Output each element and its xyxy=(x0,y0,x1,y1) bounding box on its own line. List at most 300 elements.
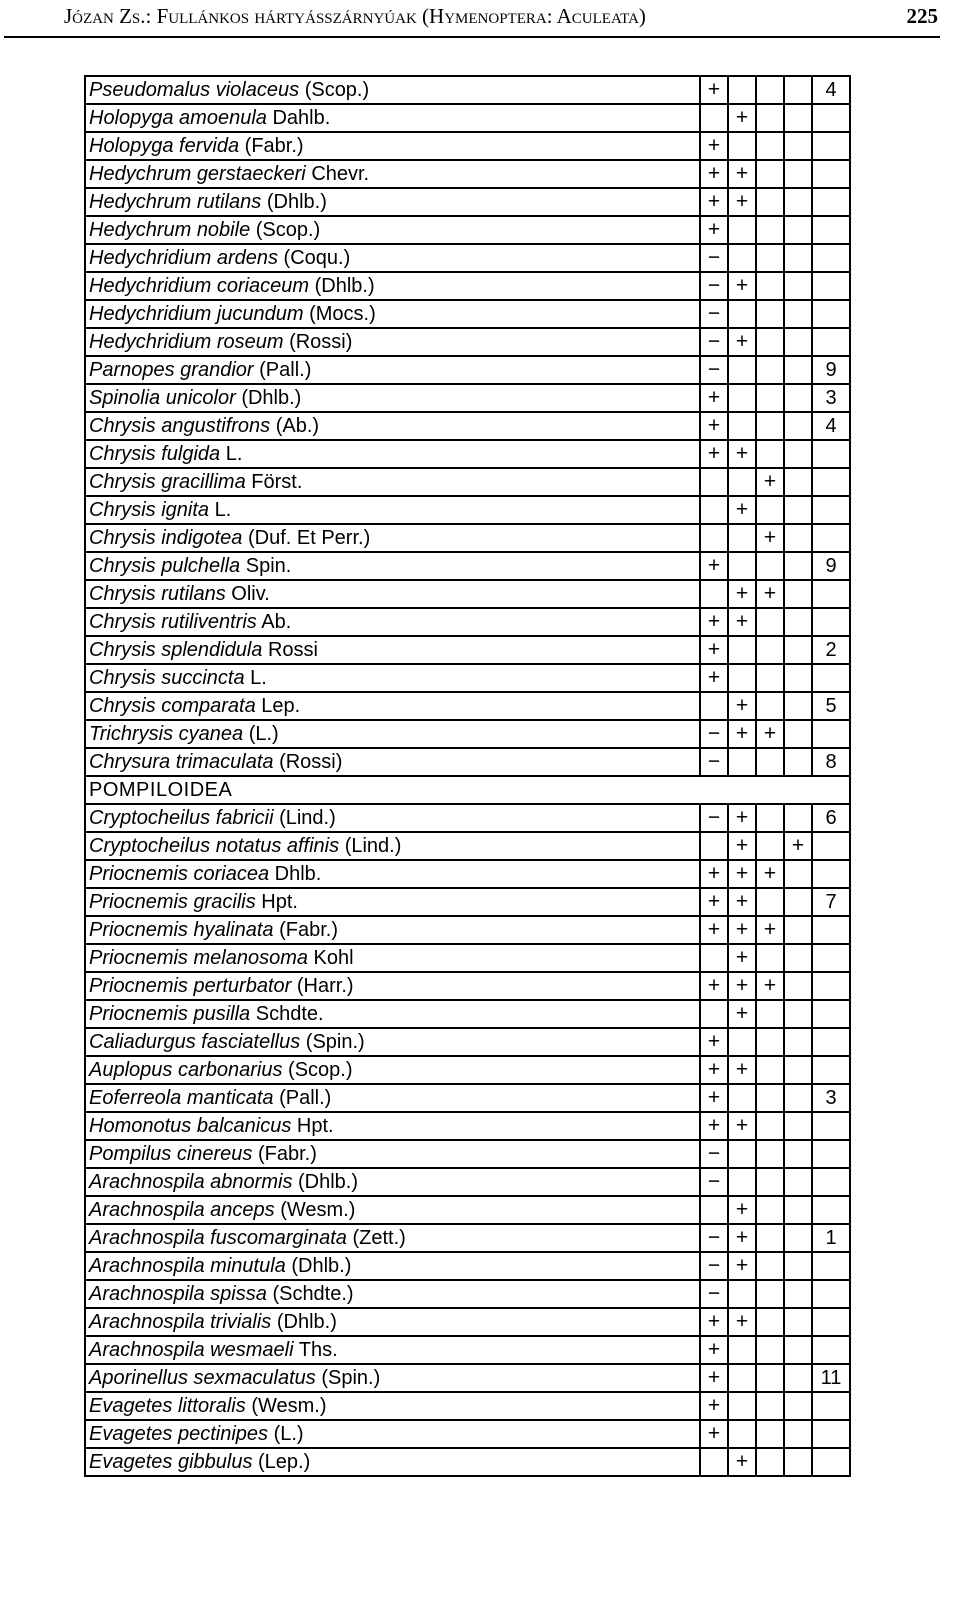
table-row xyxy=(85,944,850,972)
count-cell: 2 xyxy=(812,636,850,664)
occurrence-cell-c3 xyxy=(756,1280,784,1308)
occurrence-cell-c1: + xyxy=(700,888,728,916)
occurrence-cell-c2: + xyxy=(728,888,756,916)
species-name: Chrysis indigotea xyxy=(89,527,243,549)
occurrence-cell-c2: + xyxy=(728,720,756,748)
count-cell xyxy=(812,440,850,468)
occurrence-cell-c1: − xyxy=(700,1224,728,1252)
species-author: Hpt. xyxy=(261,891,298,913)
count-cell xyxy=(812,1112,850,1140)
occurrence-cell-c3 xyxy=(756,692,784,720)
species-cell xyxy=(85,272,700,300)
occurrence-cell-c1: + xyxy=(700,160,728,188)
table-row xyxy=(85,1000,850,1028)
occurrence-cell-c2: + xyxy=(728,188,756,216)
occurrence-cell-c3 xyxy=(756,1000,784,1028)
species-name: Aporinellus sexmaculatus xyxy=(89,1367,316,1389)
table-row xyxy=(85,104,850,132)
species-cell xyxy=(85,636,700,664)
count-cell: 11 xyxy=(812,1364,850,1392)
occurrence-cell-c3 xyxy=(756,300,784,328)
occurrence-cell-c3 xyxy=(756,636,784,664)
page-header xyxy=(4,4,940,38)
occurrence-cell-c2 xyxy=(728,384,756,412)
occurrence-cell-c4 xyxy=(784,1112,812,1140)
species-author: Först. xyxy=(251,471,303,493)
occurrence-cell-c4 xyxy=(784,244,812,272)
occurrence-cell-c1 xyxy=(700,1448,728,1476)
table-row xyxy=(85,468,850,496)
occurrence-cell-c1: + xyxy=(700,636,728,664)
species-cell xyxy=(85,1196,700,1224)
table-row xyxy=(85,524,850,552)
occurrence-cell-c4 xyxy=(784,440,812,468)
running-head: Józan Zs.: Fullánkos hártyásszárnyúak (Hymenoptera: Aculeata) xyxy=(64,4,646,28)
count-cell xyxy=(812,300,850,328)
species-author: Rossi xyxy=(267,639,318,661)
occurrence-cell-c2: + xyxy=(728,608,756,636)
species-cell xyxy=(85,832,700,860)
occurrence-cell-c3: + xyxy=(756,580,784,608)
occurrence-cell-c3 xyxy=(756,1140,784,1168)
occurrence-cell-c2: + xyxy=(728,1308,756,1336)
table-row xyxy=(85,1364,850,1392)
species-table xyxy=(84,75,851,1477)
species-name: Hedychridium coriaceum xyxy=(89,275,310,297)
count-cell xyxy=(812,524,850,552)
count-cell xyxy=(812,1420,850,1448)
species-cell xyxy=(85,160,700,188)
occurrence-cell-c2 xyxy=(728,1168,756,1196)
species-author: (Wesm.) xyxy=(280,1199,356,1221)
occurrence-cell-c1: + xyxy=(700,216,728,244)
table-row xyxy=(85,440,850,468)
occurrence-cell-c2 xyxy=(728,1392,756,1420)
species-name: Priocnemis pusilla xyxy=(89,1003,251,1025)
page-number: 225 xyxy=(906,4,938,28)
occurrence-cell-c4 xyxy=(784,272,812,300)
table-row xyxy=(85,1028,850,1056)
species-name: Pompilus cinereus xyxy=(89,1143,253,1165)
occurrence-cell-c4 xyxy=(784,1420,812,1448)
occurrence-cell-c1: + xyxy=(700,132,728,160)
count-cell: 3 xyxy=(812,1084,850,1112)
table-row xyxy=(85,636,850,664)
occurrence-cell-c4 xyxy=(784,328,812,356)
occurrence-cell-c1 xyxy=(700,692,728,720)
table-row xyxy=(85,1336,850,1364)
species-cell xyxy=(85,1420,700,1448)
table-row xyxy=(85,1084,850,1112)
occurrence-cell-c1: − xyxy=(700,720,728,748)
species-name: Hedychrum rutilans xyxy=(89,191,262,213)
species-author: (Lep.) xyxy=(258,1451,311,1473)
occurrence-cell-c2 xyxy=(728,216,756,244)
species-cell xyxy=(85,440,700,468)
occurrence-cell-c4 xyxy=(784,104,812,132)
species-author: L. xyxy=(214,499,232,521)
occurrence-cell-c4 xyxy=(784,1224,812,1252)
occurrence-cell-c2 xyxy=(728,636,756,664)
occurrence-cell-c2 xyxy=(728,1420,756,1448)
occurrence-cell-c1: + xyxy=(700,664,728,692)
occurrence-cell-c1: + xyxy=(700,440,728,468)
table-row xyxy=(85,132,850,160)
occurrence-cell-c3 xyxy=(756,1392,784,1420)
occurrence-cell-c4 xyxy=(784,1280,812,1308)
count-cell xyxy=(812,1168,850,1196)
table-row xyxy=(85,832,850,860)
species-author: L. xyxy=(225,443,243,465)
occurrence-cell-c4 xyxy=(784,1364,812,1392)
species-name: Chrysis splendidula xyxy=(89,639,263,661)
occurrence-cell-c3 xyxy=(756,1168,784,1196)
occurrence-cell-c2: + xyxy=(728,692,756,720)
occurrence-cell-c4 xyxy=(784,1336,812,1364)
species-cell xyxy=(85,1112,700,1140)
table-row xyxy=(85,608,850,636)
occurrence-cell-c3 xyxy=(756,1308,784,1336)
species-name: Evagetes gibbulus xyxy=(89,1451,253,1473)
species-cell xyxy=(85,1392,700,1420)
occurrence-cell-c1 xyxy=(700,1000,728,1028)
species-author: (Scop.) xyxy=(288,1059,353,1081)
occurrence-cell-c1: − xyxy=(700,1168,728,1196)
table-row xyxy=(85,1140,850,1168)
species-author: (L.) xyxy=(248,723,279,745)
species-cell xyxy=(85,524,700,552)
species-cell xyxy=(85,552,700,580)
count-cell: 9 xyxy=(812,552,850,580)
occurrence-cell-c2 xyxy=(728,356,756,384)
species-author: (Lind.) xyxy=(344,835,402,857)
occurrence-cell-c3: + xyxy=(756,468,784,496)
species-author: (Harr.) xyxy=(296,975,354,997)
count-cell xyxy=(812,1140,850,1168)
species-author: (Lind.) xyxy=(279,807,336,829)
occurrence-cell-c3: + xyxy=(756,720,784,748)
occurrence-cell-c3 xyxy=(756,440,784,468)
table-row xyxy=(85,972,850,1000)
species-cell xyxy=(85,944,700,972)
count-cell xyxy=(812,1028,850,1056)
occurrence-cell-c1 xyxy=(700,104,728,132)
occurrence-cell-c2: + xyxy=(728,860,756,888)
species-name: Holopyga amoenula xyxy=(89,107,267,129)
count-cell xyxy=(812,1196,850,1224)
table-row xyxy=(85,1168,850,1196)
occurrence-cell-c4 xyxy=(784,692,812,720)
count-cell xyxy=(812,468,850,496)
occurrence-cell-c3 xyxy=(756,356,784,384)
occurrence-cell-c2 xyxy=(728,552,756,580)
occurrence-cell-c2: + xyxy=(728,832,756,860)
species-cell xyxy=(85,1252,700,1280)
occurrence-cell-c4 xyxy=(784,552,812,580)
species-name: Chrysis comparata xyxy=(89,695,256,717)
occurrence-cell-c3 xyxy=(756,1028,784,1056)
occurrence-cell-c2: + xyxy=(728,1196,756,1224)
species-author: (L.) xyxy=(273,1423,304,1445)
species-author: (Spin.) xyxy=(305,1031,365,1053)
species-author: (Zett.) xyxy=(352,1227,406,1249)
occurrence-cell-c1: − xyxy=(700,1252,728,1280)
table-row xyxy=(85,188,850,216)
group-header-row xyxy=(85,776,850,804)
count-cell: 9 xyxy=(812,356,850,384)
count-cell xyxy=(812,216,850,244)
table-row xyxy=(85,160,850,188)
occurrence-cell-c2 xyxy=(728,748,756,776)
species-cell xyxy=(85,356,700,384)
species-name: Evagetes pectinipes xyxy=(89,1423,269,1445)
occurrence-cell-c3 xyxy=(756,216,784,244)
count-cell xyxy=(812,244,850,272)
occurrence-cell-c2 xyxy=(728,1084,756,1112)
count-cell xyxy=(812,972,850,1000)
count-cell xyxy=(812,1392,850,1420)
species-cell xyxy=(85,748,700,776)
occurrence-cell-c2: + xyxy=(728,916,756,944)
count-cell: 8 xyxy=(812,748,850,776)
species-cell xyxy=(85,664,700,692)
occurrence-cell-c4 xyxy=(784,916,812,944)
occurrence-cell-c1: + xyxy=(700,1392,728,1420)
table-row xyxy=(85,384,850,412)
group-name: POMPILOIDEA xyxy=(85,776,850,804)
count-cell xyxy=(812,944,850,972)
occurrence-cell-c2 xyxy=(728,1336,756,1364)
occurrence-cell-c2 xyxy=(728,244,756,272)
occurrence-cell-c1: + xyxy=(700,972,728,1000)
species-cell xyxy=(85,1084,700,1112)
species-cell xyxy=(85,1336,700,1364)
count-cell xyxy=(812,580,850,608)
table-row xyxy=(85,1448,850,1476)
occurrence-cell-c1 xyxy=(700,468,728,496)
table-row xyxy=(85,860,850,888)
species-name: Chrysis succincta xyxy=(89,667,245,689)
species-cell xyxy=(85,244,700,272)
occurrence-cell-c1: + xyxy=(700,1308,728,1336)
species-cell xyxy=(85,132,700,160)
species-cell xyxy=(85,216,700,244)
table-row xyxy=(85,916,850,944)
occurrence-cell-c4 xyxy=(784,216,812,244)
table-row xyxy=(85,496,850,524)
species-author: (Dhlb.) xyxy=(298,1171,359,1193)
count-cell xyxy=(812,664,850,692)
occurrence-cell-c4 xyxy=(784,468,812,496)
occurrence-cell-c3 xyxy=(756,244,784,272)
occurrence-cell-c1: + xyxy=(700,188,728,216)
count-cell xyxy=(812,496,850,524)
species-author: (Scop.) xyxy=(255,219,321,241)
occurrence-cell-c1: + xyxy=(700,412,728,440)
occurrence-cell-c4 xyxy=(784,1140,812,1168)
table-row xyxy=(85,1196,850,1224)
occurrence-cell-c1: − xyxy=(700,272,728,300)
count-cell xyxy=(812,328,850,356)
count-cell xyxy=(812,132,850,160)
occurrence-cell-c4 xyxy=(784,748,812,776)
species-cell xyxy=(85,804,700,832)
occurrence-cell-c1: + xyxy=(700,384,728,412)
species-author: (Rossi) xyxy=(279,751,343,773)
species-author: (Spin.) xyxy=(321,1367,381,1389)
species-name: Spinolia unicolor xyxy=(89,387,236,409)
table-row xyxy=(85,1308,850,1336)
table-row xyxy=(85,720,850,748)
species-author: (Duf. Et Perr.) xyxy=(247,527,371,549)
species-author: (Dhlb.) xyxy=(276,1311,337,1333)
species-cell xyxy=(85,1224,700,1252)
occurrence-cell-c2: + xyxy=(728,440,756,468)
count-cell xyxy=(812,160,850,188)
species-author: Lep. xyxy=(261,695,301,717)
species-name: Chrysis pulchella xyxy=(89,555,241,577)
occurrence-cell-c1: − xyxy=(700,356,728,384)
species-cell xyxy=(85,692,700,720)
occurrence-cell-c2: + xyxy=(728,1224,756,1252)
occurrence-cell-c3 xyxy=(756,1336,784,1364)
table-row xyxy=(85,692,850,720)
occurrence-cell-c4 xyxy=(784,720,812,748)
occurrence-cell-c2 xyxy=(728,468,756,496)
species-cell xyxy=(85,888,700,916)
occurrence-cell-c4 xyxy=(784,608,812,636)
occurrence-cell-c4 xyxy=(784,664,812,692)
occurrence-cell-c2 xyxy=(728,1028,756,1056)
occurrence-cell-c3 xyxy=(756,160,784,188)
species-name: Trichrysis cyanea xyxy=(89,723,244,745)
occurrence-cell-c3 xyxy=(756,104,784,132)
species-cell xyxy=(85,1140,700,1168)
occurrence-cell-c2 xyxy=(728,132,756,160)
occurrence-cell-c3 xyxy=(756,608,784,636)
occurrence-cell-c2: + xyxy=(728,328,756,356)
occurrence-cell-c1 xyxy=(700,524,728,552)
count-cell: 4 xyxy=(812,412,850,440)
species-name: Holopyga fervida xyxy=(89,135,240,157)
species-author: (Fabr.) xyxy=(279,919,338,941)
species-author: Oliv. xyxy=(231,583,270,605)
species-name: Priocnemis melanosoma xyxy=(89,947,308,969)
species-cell xyxy=(85,1308,700,1336)
occurrence-cell-c4 xyxy=(784,1028,812,1056)
occurrence-cell-c1: + xyxy=(700,860,728,888)
species-author: (Pall.) xyxy=(259,359,312,381)
species-name: Priocnemis coriacea xyxy=(89,863,270,885)
occurrence-cell-c2: + xyxy=(728,972,756,1000)
occurrence-cell-c4 xyxy=(784,580,812,608)
occurrence-cell-c4 xyxy=(784,804,812,832)
species-name: Hedychridium jucundum xyxy=(89,303,304,325)
species-cell xyxy=(85,720,700,748)
species-author: Dhlb. xyxy=(274,863,322,885)
count-cell xyxy=(812,1308,850,1336)
species-name: Arachnospila minutula xyxy=(89,1255,286,1277)
species-author: (Fabr.) xyxy=(257,1143,317,1165)
count-cell xyxy=(812,1448,850,1476)
count-cell xyxy=(812,720,850,748)
occurrence-cell-c3 xyxy=(756,1420,784,1448)
species-name: Caliadurgus fasciatellus xyxy=(89,1031,301,1053)
occurrence-cell-c2: + xyxy=(728,580,756,608)
occurrence-cell-c2: + xyxy=(728,104,756,132)
count-cell: 3 xyxy=(812,384,850,412)
occurrence-cell-c1: + xyxy=(700,1112,728,1140)
table-row xyxy=(85,216,850,244)
occurrence-cell-c4 xyxy=(784,300,812,328)
occurrence-cell-c2 xyxy=(728,76,756,104)
occurrence-cell-c4 xyxy=(784,1000,812,1028)
species-name: Arachnospila trivialis xyxy=(89,1311,272,1333)
occurrence-cell-c1: − xyxy=(700,1280,728,1308)
species-cell xyxy=(85,76,700,104)
species-name: Priocnemis hyalinata xyxy=(89,919,274,941)
occurrence-cell-c4 xyxy=(784,496,812,524)
occurrence-cell-c1: − xyxy=(700,1140,728,1168)
occurrence-cell-c2: + xyxy=(728,1056,756,1084)
occurrence-cell-c2 xyxy=(728,1364,756,1392)
species-cell xyxy=(85,188,700,216)
species-name: Priocnemis gracilis xyxy=(89,891,256,913)
occurrence-cell-c3 xyxy=(756,1364,784,1392)
species-author: L. xyxy=(250,667,267,689)
occurrence-cell-c1: + xyxy=(700,1364,728,1392)
table-row xyxy=(85,1392,850,1420)
count-cell xyxy=(812,1000,850,1028)
occurrence-cell-c3 xyxy=(756,1084,784,1112)
species-name: Arachnospila fuscomarginata xyxy=(89,1227,347,1249)
occurrence-cell-c1: + xyxy=(700,1056,728,1084)
count-cell xyxy=(812,832,850,860)
occurrence-cell-c2: + xyxy=(728,496,756,524)
species-cell xyxy=(85,1168,700,1196)
occurrence-cell-c3 xyxy=(756,384,784,412)
species-name: Eoferreola manticata xyxy=(89,1087,274,1109)
count-cell xyxy=(812,1336,850,1364)
species-cell xyxy=(85,300,700,328)
occurrence-cell-c4 xyxy=(784,1448,812,1476)
species-name: Cryptocheilus notatus affinis xyxy=(89,835,340,857)
occurrence-cell-c4 xyxy=(784,636,812,664)
occurrence-cell-c1: − xyxy=(700,328,728,356)
species-name: Arachnospila spissa xyxy=(89,1283,267,1305)
occurrence-cell-c2: + xyxy=(728,160,756,188)
species-author: (Dhlb.) xyxy=(291,1255,352,1277)
table-row xyxy=(85,300,850,328)
species-name: Hedychridium roseum xyxy=(89,331,284,353)
species-author: Hpt. xyxy=(296,1115,334,1137)
species-author: (Mocs.) xyxy=(309,303,376,325)
table-row xyxy=(85,1112,850,1140)
occurrence-cell-c2: + xyxy=(728,1252,756,1280)
table-row xyxy=(85,356,850,384)
species-author: (Dhlb.) xyxy=(266,191,327,213)
occurrence-cell-c2 xyxy=(728,524,756,552)
species-author: (Dhlb.) xyxy=(314,275,375,297)
occurrence-cell-c4 xyxy=(784,1308,812,1336)
occurrence-cell-c3 xyxy=(756,328,784,356)
count-cell xyxy=(812,104,850,132)
occurrence-cell-c4: + xyxy=(784,832,812,860)
species-cell xyxy=(85,1028,700,1056)
occurrence-cell-c4 xyxy=(784,384,812,412)
occurrence-cell-c1: + xyxy=(700,1084,728,1112)
species-author: Kohl xyxy=(313,947,354,969)
